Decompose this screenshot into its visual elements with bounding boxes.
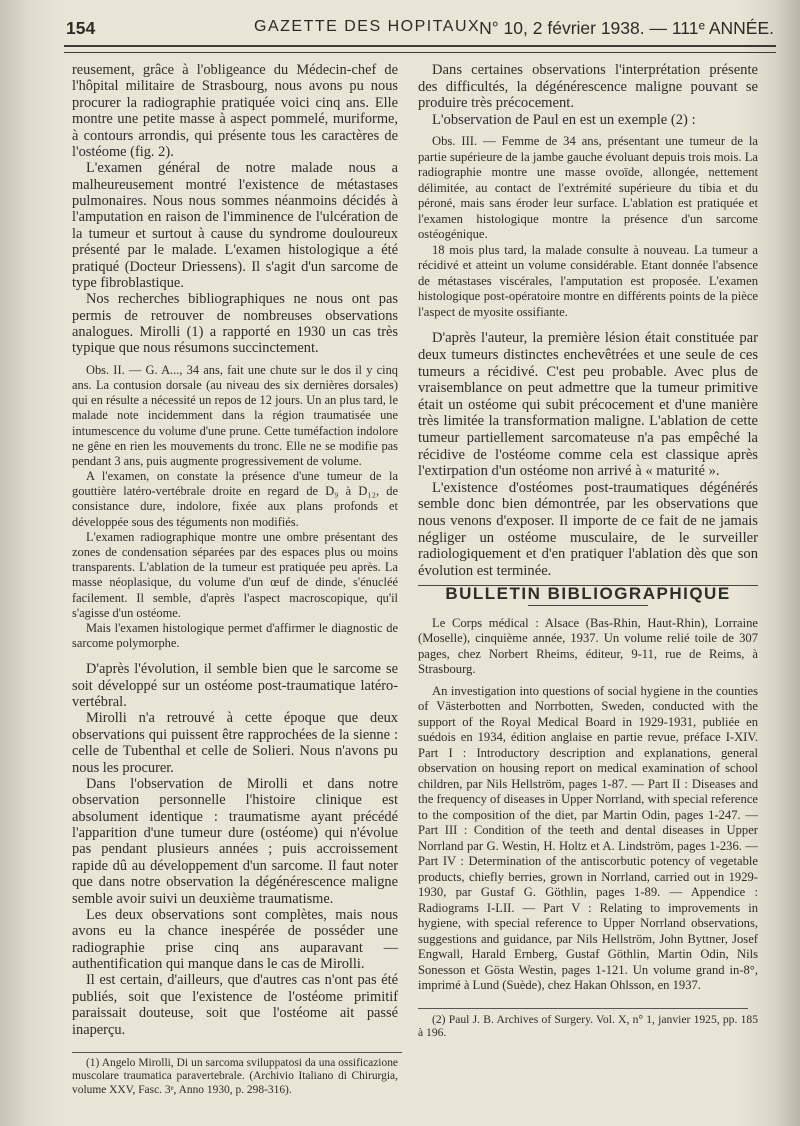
paragraph: D'après l'auteur, la première lésion était constituée par deux tumeurs distinctes enchevêtrées et une seule de ces tumeurs a récidivé. C'est peu probable. Avec plus de vraisemblance on peut admettre que la tumeur primitive était un ostéome qui subit précocement et d'une manière très limitée la transformation maligne. L'ablation de cette tumeur partiellement sarcomateuse n'a pas empêché la récidive de l'ostéome comme cela est classique après l'extirpation d'un ostéome non arrivé à « maturité ». <box>418 330 758 480</box>
paragraph: L'examen général de notre malade nous a malheureusement montré l'existence de métastases pulmonaires. Nous nous sommes néanmoins décidés à l'amputation en raison de l'imminence de l'ulcération de la tumeur et surtout à cause du syndrome douloureux présenté par le malade. L'examen histologique a été pratiqué (Docteur Driessens). Il s'agit d'un sarcome de type fibroblastique. <box>72 160 398 291</box>
page-header <box>62 12 774 42</box>
paragraph: D'après l'évolution, il semble bien que le sarcome se soit développé sur un ostéome post-traumatique latéro-vertébral. <box>72 661 398 711</box>
header-rule <box>64 45 776 53</box>
title-underline <box>528 605 648 606</box>
observation-text: 18 mois plus tard, la malade consulte à nouveau. La tumeur a récidivé et atteint un volume considérable. Etant donnée l'absence de métastases viscérales, l'amputation est proposée. L'examen histologique post-opératoire montre en différents points de la pièce l'aspect de myosite ossifiante. <box>418 242 758 319</box>
paragraph: Il est certain, d'ailleurs, que d'autres cas n'ont pas été publiés, soit que l'existence de l'ostéome primitif paraissait douteuse, soit que l'ostéome ait passé inaperçu. <box>72 972 398 1038</box>
journal-title: GAZETTE DES HOPITAUX <box>254 18 481 35</box>
footnote-rule <box>72 1052 402 1053</box>
paragraph: L'observation de Paul en est un exemple (2) : <box>432 111 696 128</box>
paragraph: Les deux observations sont complètes, mais nous avons eu la chance inespérée de posséder une radiographie prise cinq ans auparavant — authentification qui manque dans le cas de Mirolli. <box>72 906 398 973</box>
paragraph: L'existence d'ostéomes post-traumatiques dégénérés semble donc bien démontrée, par les observations que nous venons d'exposer. Il importe de ce fait de ne jamais négliger un ostéome musculaire, de le surveiller radiologiquement et d'en pratiquer l'ablation dès que son évolution est terminée. <box>418 479 758 579</box>
footnote: (2) Paul J. B. Archives of Surgery. Vol. X, n° 1, janvier 1925, pp. 185 à 196. <box>418 1012 758 1040</box>
footnote-rule <box>418 1008 748 1009</box>
paragraph: Mirolli n'a retrouvé à cette époque que deux observations qui puissent être rapprochées de la sienne : celle de Tubenthal et celle de Solieri. Nous n'avons pu nous les procurer. <box>72 710 398 776</box>
page-number: 154 <box>66 18 96 38</box>
bibliography-entry: Le Corps médical : Alsace (Bas-Rhin, Haut-Rhin), Lorraine (Moselle), cinquième année, 1937. Un volume relié toile de 307 pages, chez Norbert Rheims, éditeur, 9-11, rue de Reims, à Strasbourg. <box>418 615 758 677</box>
paragraph: reusement, grâce à l'obligeance du Médecin-chef de l'hôpital militaire de Strasbourg, nous avons pu nous procurer la radiographie pratiquée voici cinq ans. Elle montre une petite masse à aspect pommelé, muriforme, à contours arrondis, qui présente tous les caractères de l'ostéome (fig. 2). <box>72 62 398 160</box>
footnote: (1) Angelo Mirolli, Di un sarcoma sviluppatosi da una ossificazione muscolare traumatica paravertebrale. (Archivio Italiano di Chirurgia, volume XXV, Fasc. 3ᵉ, Anno 1930, p. 298-316). <box>72 1056 398 1096</box>
right-column <box>418 62 758 1040</box>
bulletin-title: BULLETIN BIBLIOGRAPHIQUE <box>445 584 731 604</box>
observation-text: Mais l'examen histologique permet d'affirmer le diagnostic de sarcome polymorphe. <box>72 620 398 651</box>
observation-text: Obs. II. — G. A..., 34 ans, fait une chute sur le dos il y cinq ans. La contusion dorsale (au niveau des six dernières dorsales) qui en résulte a nécessité un repos de 12 jours. Un an plus tard, le malade note incidemment dans la région traumatisée une intumescence du volume d'une prune. Cette tuméfaction indolore ne gêne en rien les mouvements du tronc. Elle ne se modifie pas pendant 3 ans, puis augmente progressivement de volume. <box>72 362 398 468</box>
paragraph: Dans certaines observations l'interprétation présente des difficultés, la dégénérescence maligne pouvant se produire très précocement. <box>418 62 758 112</box>
bibliography-entry: An investigation into questions of social hygiene in the counties of Västerbotten and Norrbotten, Sweden, conducted with the support of the Royal Medical Board in 1929-1931, publiée en suédois en 1934, édition anglaise en partie revue, préface I-XIV. Part I : Introductory description and explanations, general observation on housing report on medical examination of school children, par Nils Hellström, pages 1-87. — Part II : Diseases and the frequency of diseases in Upper Norrland, with special reference to the composition of the diet, par Martin Odin, pages 1-247. — Part III : Condition of the teeth and dental diseases in Upper Norrland par G. Westin, H. Holtz et A. Lindström, pages 1-236. — Part IV : Determination of the antiscorbutic potency of vegetable products, chiefly berries, grown in Norrland, carried out in 1929-1930, par Gustaf G. Göthlin, pages 1-89. — Appendice : Radiograms I-LII. — Part V : Relating to improvements in hygiene, with special reference to Upper Norrland observations, suggestions and guidance, par Nils Hellström, John Byttner, Josef Engwall, Harald Ernberg, Gustaf Göthlin, Martin Odin, Nils Sonesson et Gösta Westin, pages 1-121. Un volume grand in-8°, imprimé à Lund (Suède), chez Hakan Ohlsson, en 1937. <box>418 683 758 993</box>
paragraph: Nos recherches bibliographiques ne nous ont pas permis de retrouver de nombreuses observations analogues. Mirolli (1) a rapporté en 1930 un cas très typique que nous résumons succinctement. <box>72 291 398 357</box>
left-column <box>72 62 398 1097</box>
observation-text: L'examen radiographique montre une ombre présentant des zones de condensation séparées par des espaces plus ou moins transparents. L'ablation de la tumeur est pratiquée peu après. La masse néoplasique, du volume d'un œuf de dinde, s'énucléé facilement. Il semble, d'après l'aspect macroscopique, qu'il s'agisse d'un ostéome. <box>72 529 398 620</box>
issue-info: N° 10, 2 février 1938. — 111ᵉ ANNÉE. <box>479 18 774 38</box>
observation-text: Obs. III. — Femme de 34 ans, présentant une tumeur de la partie supérieure de la jambe gauche évoluant depuis trois mois. La radiographie montre une masse ovoïde, allongée, nettement délimitée, au contact de l'extrémité supérieure du tibia et du péroné, mais sans éroder leur surface. L'ablation est pratiquée et l'examen histologique montre la présence d'un sarcome ostéogénique. <box>418 134 758 242</box>
paragraph: Dans l'observation de Mirolli et dans notre observation personnelle l'histoire clinique est absolument identique : traumatisme ayant précédé l'apparition d'une tumeur dure (ostéome) qui n'évolue pas pendant plusieurs années ; puis accroissement rapide dû au développement d'un sarcome. Il faut noter que dans notre observation la dégénérescence maligne semble avoir suivi un deuxième traumatisme. <box>72 775 398 907</box>
observation-text: A l'examen, on constate la présence d'une tumeur de la gouttière latéro-vertébrale droite en regard de D₉ à D₁₂, de consistance dure, indolore, fixée aux plans profonds et développée sous des téguments non modifiés. <box>72 469 398 529</box>
